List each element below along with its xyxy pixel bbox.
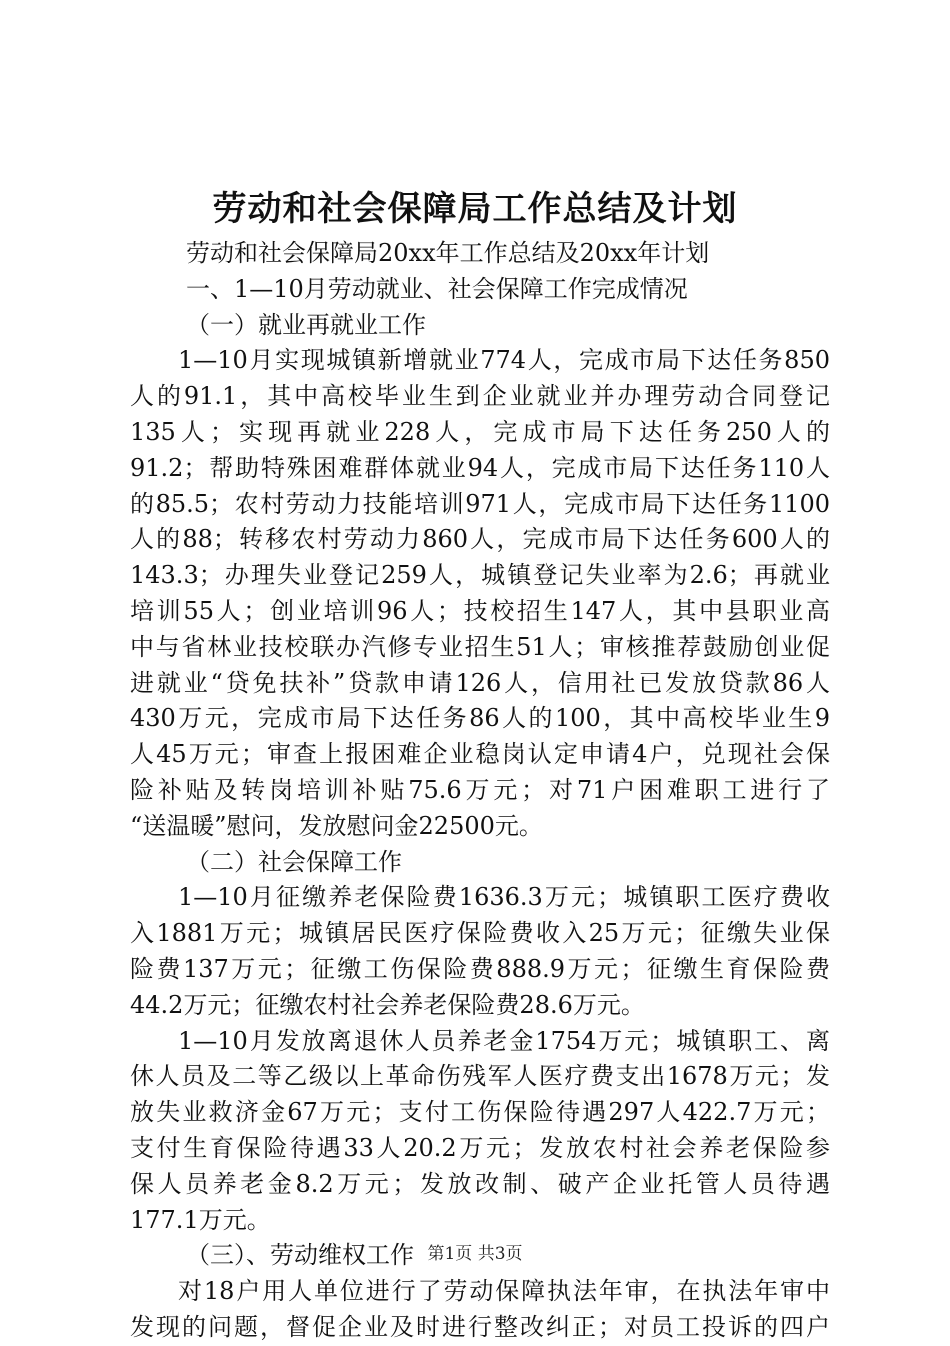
paragraph-line: 177.1万元。	[130, 1205, 271, 1234]
paragraph-line: 143.3；办理失业登记259人，城镇登记失业率为2.6；再就业	[130, 561, 830, 590]
paragraph-line: 44.2万元；征缴农村社会养老保险费28.6万元。	[130, 990, 645, 1019]
page-number-footer: 第1页 共3页	[427, 1244, 523, 1264]
subtitle: 劳动和社会保障局20xx年工作总结及20xx年计划	[186, 239, 710, 267]
paragraph-line: 430万元，完成市局下达任务86人的100，其中高校毕业生9	[130, 704, 830, 733]
paragraph-line: 人的91.1，其中高校毕业生到企业就业并办理劳动合同登记	[130, 382, 830, 411]
paragraph-collection	[130, 880, 830, 1023]
paragraph-line: 对18户用人单位进行了劳动保障执法年审，在执法年审中	[178, 1277, 830, 1306]
subsection-heading-employment: （一）就业再就业工作	[186, 310, 426, 339]
paragraph-line: 人的88；转移农村劳动力860人，完成市局下达任务600人的	[130, 525, 830, 554]
paragraph-line: 入1881万元；城镇居民医疗保险费收入25万元；征缴失业保	[130, 919, 830, 948]
paragraph-employment	[130, 343, 830, 844]
section-heading-1: 一、1—10月劳动就业、社会保障工作完成情况	[186, 274, 688, 303]
paragraph-line: 培训55人；创业培训96人；技校招生147人，其中县职业高	[130, 596, 830, 625]
subsection-heading-labor-rights: （三）、劳动维权工作	[186, 1241, 414, 1270]
document-body	[130, 236, 830, 1346]
paragraph-line: 进就业“贷免扶补”贷款申请126人，信用社已发放贷款86人	[130, 668, 830, 697]
paragraph-line: “送温暖”慰问，发放慰问金22500元。	[130, 811, 543, 840]
document-title: 劳动和社会保障局工作总结及计划	[212, 189, 738, 229]
paragraph-line: 休人员及二等乙级以上革命伤残军人医疗费支出1678万元；发	[130, 1062, 830, 1091]
paragraph-line: 发现的问题，督促企业及时进行整改纠正；对员工投诉的四户	[130, 1312, 830, 1341]
paragraph-line: 支付生育保险待遇33人20.2万元；发放农村社会养老保险参	[130, 1133, 830, 1162]
paragraph-labor-rights	[130, 1274, 830, 1346]
paragraph-payments	[130, 1024, 830, 1239]
paragraph-line: 中与省林业技校联办汽修专业招生51人；审核推荐鼓励创业促	[130, 632, 830, 661]
paragraph-line: 险费137万元；征缴工伤保险费888.9万元；征缴生育保险费	[130, 954, 830, 983]
paragraph-line: 的85.5；农村劳动力技能培训971人，完成市局下达任务1100	[130, 489, 830, 518]
paragraph-line: 1—10月征缴养老保险费1636.3万元；城镇职工医疗费收	[178, 883, 830, 912]
paragraph-line: 135人；实现再就业228人，完成市局下达任务250人的	[130, 417, 830, 446]
paragraph-line: 1—10月发放离退休人员养老金1754万元；城镇职工、离	[178, 1026, 830, 1055]
subsection-heading-social-security: （二）社会保障工作	[186, 847, 402, 876]
paragraph-line: 1—10月实现城镇新增就业774人，完成市局下达任务850	[178, 346, 830, 375]
paragraph-line: 91.2；帮助特殊困难群体就业94人，完成市局下达任务110人	[130, 453, 830, 482]
paragraph-line: 险补贴及转岗培训补贴75.6万元；对71户困难职工进行了	[130, 775, 830, 804]
paragraph-line: 放失业救济金67万元；支付工伤保险待遇297人422.7万元；	[130, 1098, 830, 1127]
paragraph-line: 保人员养老金8.2万元；发放改制、破产企业托管人员待遇	[130, 1169, 830, 1198]
paragraph-line: 人45万元；审查上报困难企业稳岗认定申请4户，兑现社会保	[130, 740, 830, 769]
